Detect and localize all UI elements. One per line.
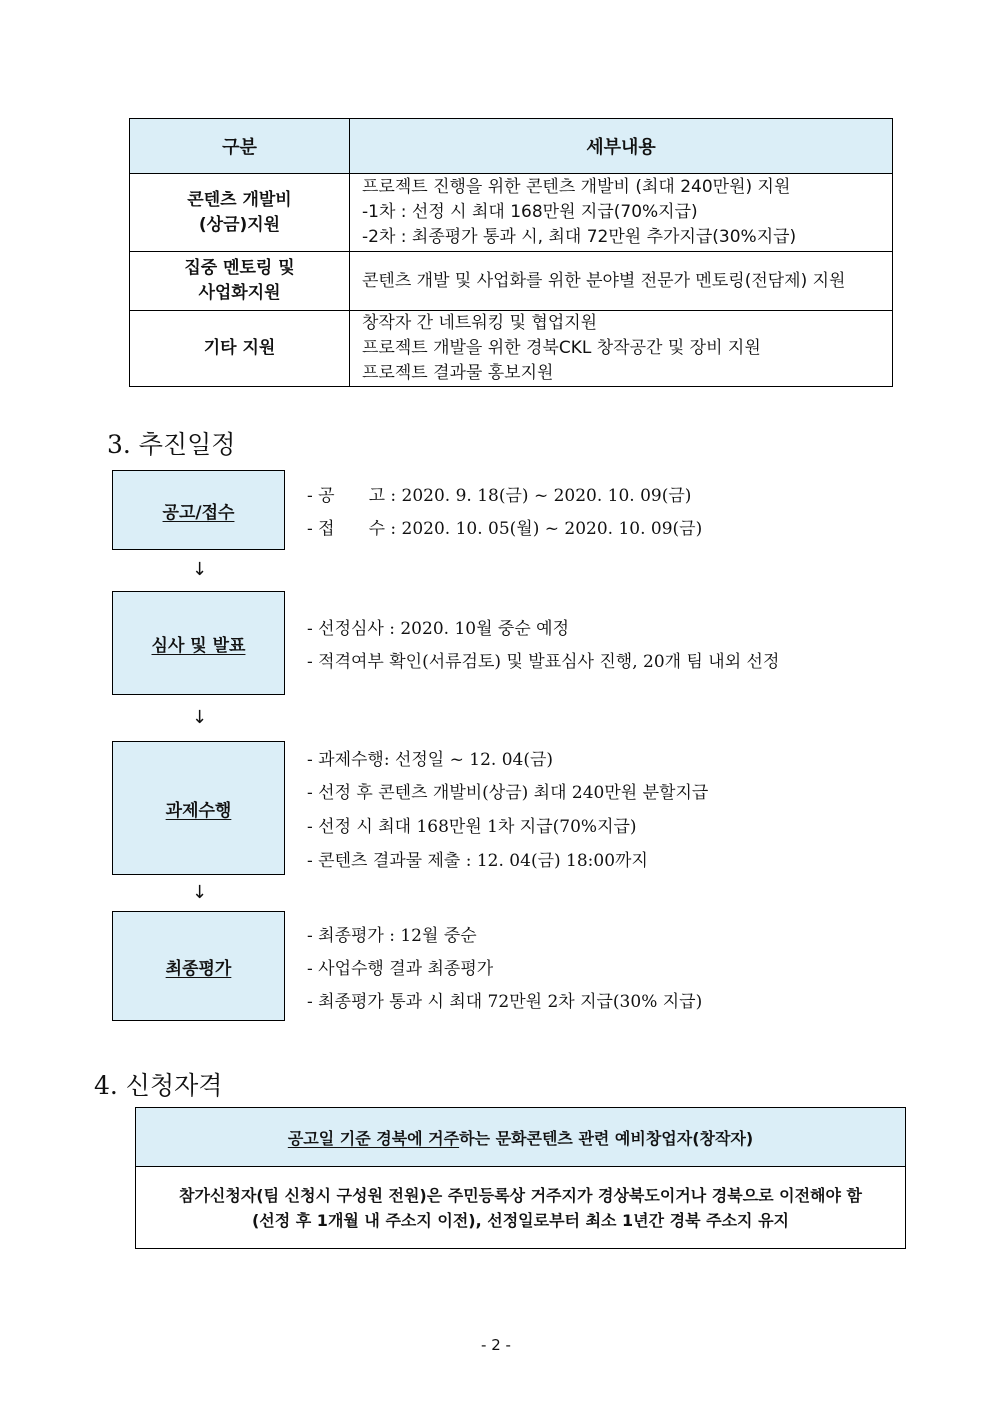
row-details: 콘텐츠 개발 및 사업화를 위한 분야별 전문가 멘토링(전담제) 지원 — [350, 252, 893, 311]
stage-box-announcement — [112, 470, 285, 550]
arrow-down-icon: ↓ — [192, 707, 208, 728]
stage-box-final-evaluation — [112, 911, 285, 1021]
table-row — [130, 311, 893, 387]
stage-item: - 콘텐츠 결과물 제출 : 12. 04(금) 18:00까지 — [307, 851, 648, 871]
stage-item: - 적격여부 확인(서류검토) 및 발표심사 진행, 20개 팀 내외 선정 — [307, 652, 780, 672]
row-details: 창작자 간 네트워킹 및 협업지원 프로젝트 개발을 위한 경북CKL 창작공간 및 장비 지원 프로젝트 결과물 홍보지원 — [350, 311, 893, 387]
stage-label: 심사 및 발표 — [151, 635, 246, 656]
header-details: 세부내용 — [350, 119, 893, 174]
stage-item: - 선정심사 : 2020. 10월 중순 예정 — [307, 619, 569, 639]
eligibility-header-underlined: 공고일 기준 경북에 거주 — [287, 1128, 460, 1148]
support-table — [129, 118, 893, 387]
table-row — [130, 174, 893, 252]
stage-item: - 사업수행 결과 최종평가 — [307, 959, 494, 979]
stage-item: - 과제수행: 선정일 ~ 12. 04(금) — [307, 750, 554, 770]
table-row — [130, 252, 893, 311]
arrow-down-icon: ↓ — [192, 559, 208, 580]
page-number: - 2 - — [481, 1336, 511, 1354]
stage-item: - 접 수 : 2020. 10. 05(월) ~ 2020. 10. 09(금) — [307, 519, 703, 539]
row-details: 프로젝트 진행을 위한 콘텐츠 개발비 (최대 240만원) 지원 -1차 : 선정 시 최대 168만원 지급(70%지급) -2차 : 최종평가 통과 시, 최대 72만원 추가지급(30%지급) — [350, 174, 893, 252]
row-category: 기타 지원 — [130, 311, 350, 387]
stage-label: 공고/접수 — [162, 502, 235, 523]
stage-box-execution — [112, 741, 285, 875]
row-category: 콘텐츠 개발비 (상금)지원 — [130, 174, 350, 252]
stage-item: - 최종평가 통과 시 최대 72만원 2차 지급(30% 지급) — [307, 992, 703, 1012]
row-category: 집중 멘토링 및 사업화지원 — [130, 252, 350, 311]
eligibility-header — [136, 1108, 905, 1167]
eligibility-box — [135, 1107, 906, 1249]
stage-item: - 최종평가 : 12월 중순 — [307, 926, 477, 946]
eligibility-header-rest: 하는 문화콘텐츠 관련 예비창업자(창작자) — [459, 1128, 754, 1148]
eligibility-title: 4. 신청자격 — [94, 1071, 223, 1100]
table-header-row — [130, 119, 893, 174]
eligibility-line: 참가신청자(팀 신청시 구성원 전원)은 주민등록상 거주지가 경상북도이거나 경북으로 이전해야 함 — [179, 1185, 862, 1205]
schedule-title: 3. 추진일정 — [107, 430, 236, 459]
stage-label: 과제수행 — [165, 800, 232, 821]
eligibility-line: (선정 후 1개월 내 주소지 이전), 선정일로부터 최소 1년간 경북 주소지 유지 — [251, 1210, 789, 1230]
header-category: 구분 — [130, 119, 350, 174]
stage-label: 최종평가 — [165, 958, 232, 979]
eligibility-body — [136, 1167, 905, 1248]
stage-item: - 선정 후 콘텐츠 개발비(상금) 최대 240만원 분할지급 — [307, 783, 709, 803]
arrow-down-icon: ↓ — [192, 882, 208, 903]
stage-item: - 선정 시 최대 168만원 1차 지급(70%지급) — [307, 817, 637, 837]
stage-box-review — [112, 591, 285, 695]
stage-item: - 공 고 : 2020. 9. 18(금) ~ 2020. 10. 09(금) — [307, 486, 692, 506]
